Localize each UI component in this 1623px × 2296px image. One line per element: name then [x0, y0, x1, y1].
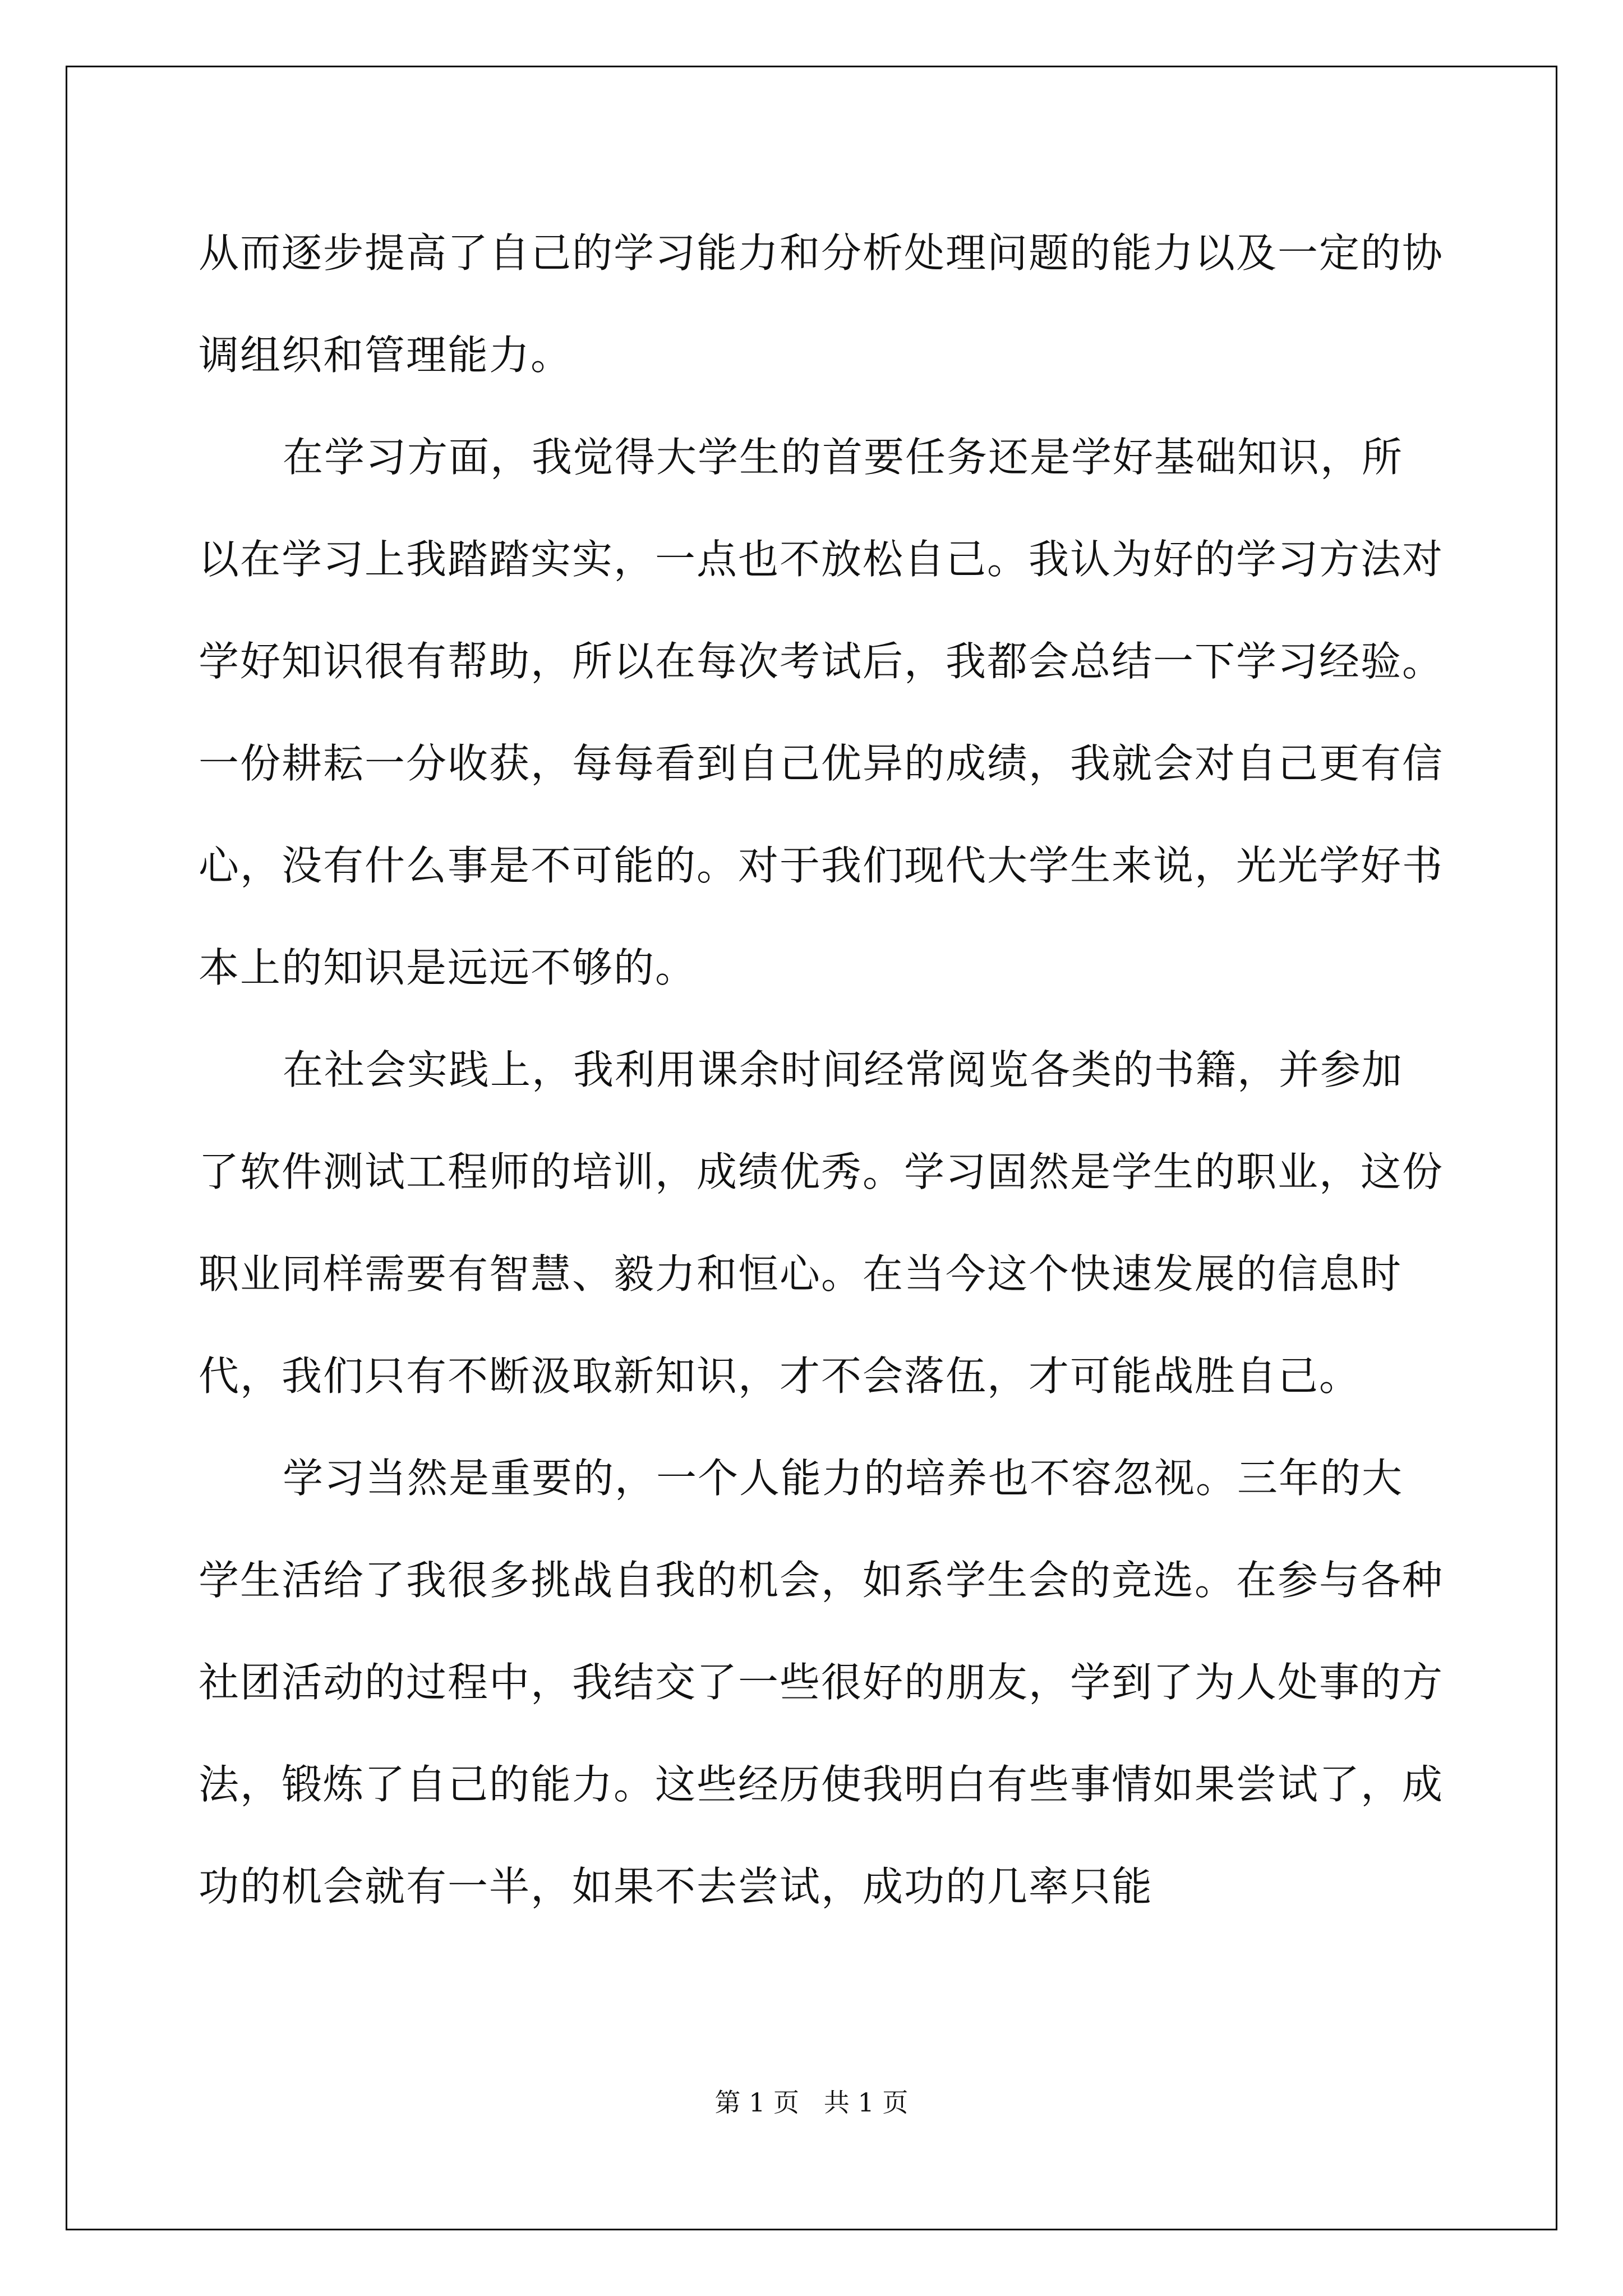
document-body	[199, 202, 1444, 1938]
paragraph-1: 从而逐步提高了自己的学习能力和分析处理问题的能力以及一定的协调组织和管理能力。	[199, 229, 1444, 379]
paragraph-3: 在社会实践上，我利用课余时间经常阅览各类的书籍，并参加了软件测试工程师的培训，成绩优秀。学习固然是学生的职业，这份职业同样需要有智慧、毅力和恒心。在当今这个快速发展的信息时代，我们只有不断汲取新知识，才不会落伍，才可能战胜自己。	[199, 1046, 1444, 1400]
paragraph-4: 学习当然是重要的，一个人能力的培养也不容忽视。三年的大学生活给了我很多挑战自我的机会，如系学生会的竞选。在参与各种社团活动的过程中，我结交了一些很好的朋友，学到了为人处事的方法，锻炼了自己的能力。这些经历使我明白有些事情如果尝试了，成功的机会就有一半，如果不去尝试，成功的几率只能	[199, 1455, 1444, 1910]
paragraph-2: 在学习方面，我觉得大学生的首要任务还是学好基础知识，所以在学习上我踏踏实实，一点也不放松自己。我认为好的学习方法对学好知识很有帮助，所以在每次考试后，我都会总结一下学习经验。一份耕耘一分收获，每每看到自己优异的成绩，我就会对自己更有信心，没有什么事是不可能的。对于我们现代大学生来说，光光学好书本上的知识是远远不够的。	[199, 434, 1444, 991]
page-footer: 第 1 页 共 1 页	[714, 2087, 909, 2118]
